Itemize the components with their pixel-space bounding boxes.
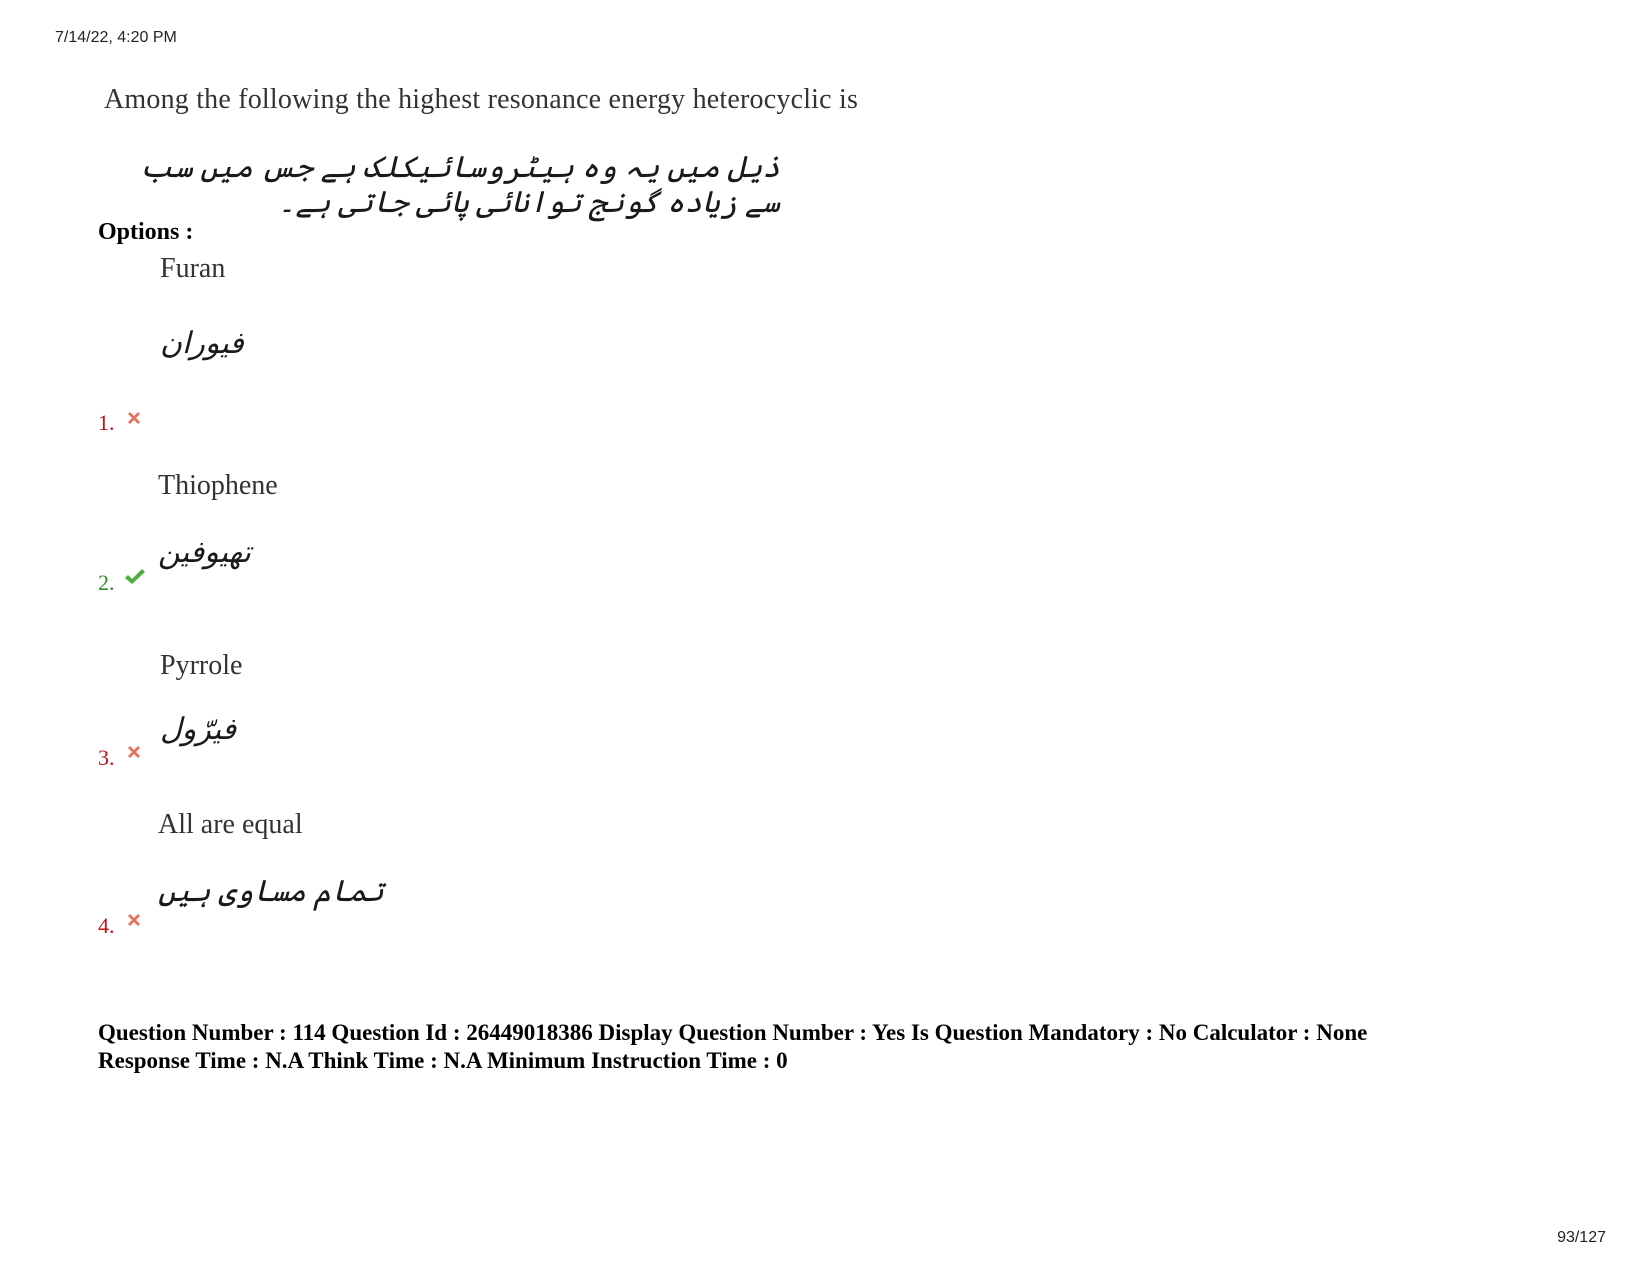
option-2-number: 2. bbox=[98, 570, 115, 595]
option-4-text-english: All are equal bbox=[158, 809, 303, 840]
option-3-text-urdu: فیرّول bbox=[160, 713, 237, 746]
cross-icon bbox=[124, 408, 144, 428]
page-counter: 93/127 bbox=[1557, 1229, 1606, 1246]
question-text-english: Among the following the highest resonance energy heterocyclic is bbox=[104, 84, 859, 115]
option-2-text-urdu: تھیوفین bbox=[158, 536, 251, 569]
option-4-text-urdu: تمام مساوی ہیں bbox=[158, 875, 384, 908]
question-meta-line-2: Response Time : N.A Think Time : N.A Minimum Instruction Time : 0 bbox=[98, 1048, 788, 1073]
option-2-text-english: Thiophene bbox=[158, 470, 278, 501]
cross-icon bbox=[124, 742, 144, 762]
print-timestamp: 7/14/22, 4:20 PM bbox=[55, 29, 177, 46]
check-icon bbox=[123, 566, 147, 588]
option-3-text-english: Pyrrole bbox=[160, 650, 243, 681]
option-1-text-english: Furan bbox=[160, 253, 226, 284]
question-text-urdu: ذیل میں یہ وہ ہیٹروسائیکلک ہے جس میں سب سے زیادہ گونج توانائی پائی جاتی ہے۔ bbox=[139, 151, 780, 219]
option-1-number: 1. bbox=[98, 410, 115, 435]
cross-icon bbox=[124, 910, 144, 930]
option-1-text-urdu: فیوران bbox=[160, 327, 244, 360]
option-4-number: 4. bbox=[98, 913, 115, 938]
question-meta-line-1: Question Number : 114 Question Id : 26449018386 Display Question Number : Yes Is Question Mandatory : No Calculator : None bbox=[98, 1020, 1368, 1045]
options-label: Options : bbox=[98, 219, 194, 245]
option-3-number: 3. bbox=[98, 745, 115, 770]
